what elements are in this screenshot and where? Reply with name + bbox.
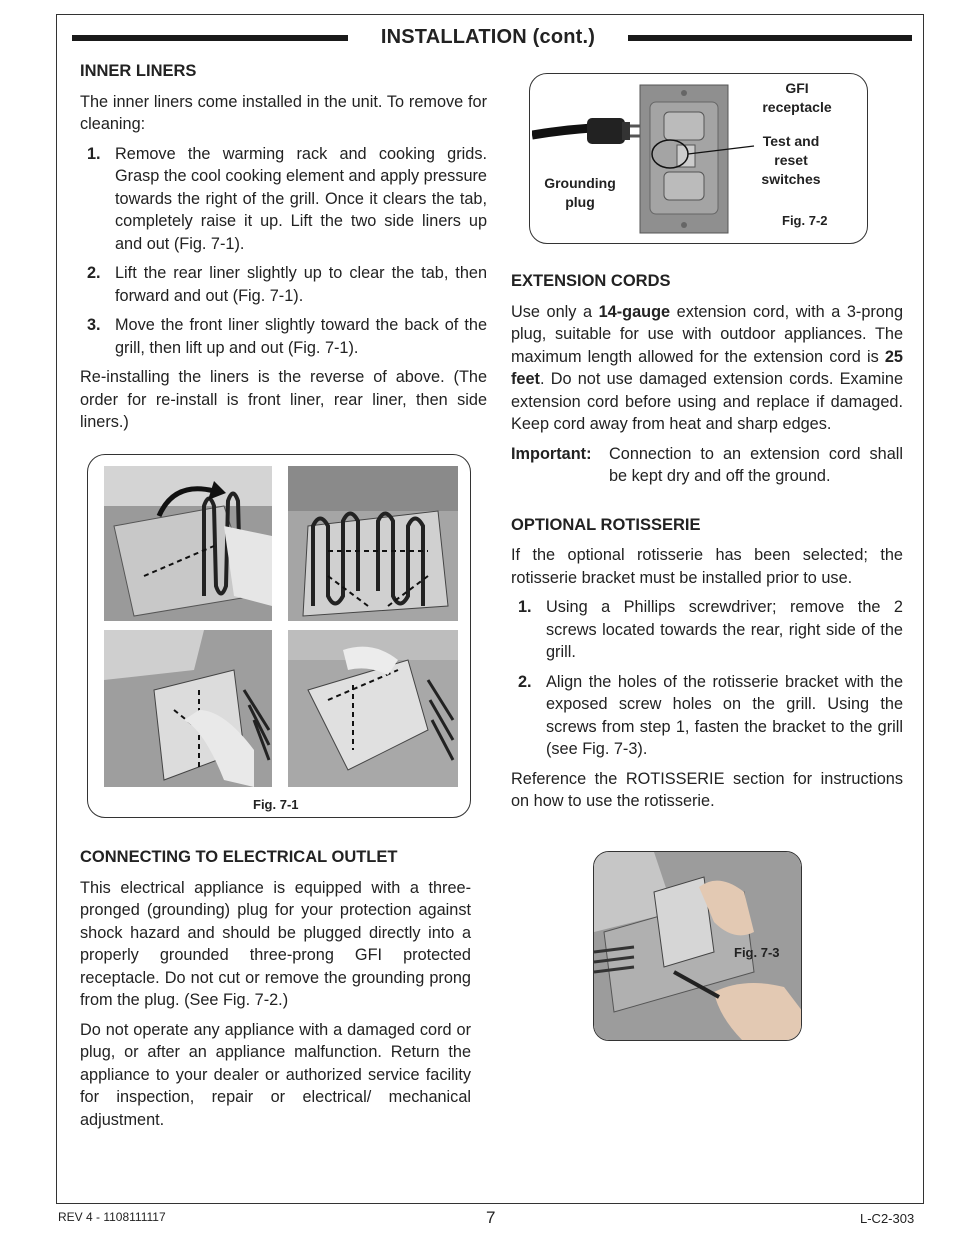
- rotisserie-heading: OPTIONAL ROTISSERIE: [511, 515, 701, 534]
- step-text: Using a Phillips screwdriver; remove the 2 screws located towards the rear, right side of the grill.: [546, 598, 903, 661]
- electrical-heading: CONNECTING TO ELECTRICAL OUTLET: [80, 848, 398, 866]
- step-text: Remove the warming rack and cooking grids. Grasp the cool cooking element and apply pressure towards the right of the grill. Once it clears the tab, completely raise it up. Lift the two side liners up and out (Fig. 7-1).: [115, 144, 487, 253]
- list-item: [80, 262, 487, 307]
- step-number: 3.: [87, 316, 101, 334]
- step-number: 2.: [87, 264, 101, 282]
- inner-liners-heading: INNER LINERS: [80, 62, 197, 80]
- page-title: INSTALLATION (cont.): [380, 26, 596, 48]
- header-rule-left: [72, 35, 348, 41]
- document-code: L-C2-303: [860, 1211, 915, 1226]
- fig-7-3-caption: Fig. 7-3: [734, 945, 780, 960]
- test-reset-label: Test and reset switches: [761, 133, 821, 187]
- step-number: 2.: [518, 672, 532, 691]
- fig-7-1-photo-4: [288, 630, 458, 787]
- test-reset-pointer: [686, 140, 756, 160]
- step-text: Align the holes of the rotisserie bracket with the exposed screw holes on the grill. Using the screws from step 1, fasten the bracket to the grill (see Fig. 7-3).: [546, 672, 903, 758]
- fig-7-1-photo-1: [104, 466, 272, 621]
- reinstall-note: Re-installing the liners is the reverse of above. (The order for re-install is front liner, rear liner, then side liners.): [80, 368, 487, 431]
- list-item: [511, 671, 903, 761]
- list-item: [511, 596, 903, 664]
- gfi-receptacle-label: GFI receptacle: [762, 80, 832, 115]
- extension-para: Use only a 14-gauge extension cord, with a 3-prong plug, suitable for use with outdoor appliances. The maximum length allowed for the extension cord is 25 feet. Do not use damaged extension cords. Examine extension cord before using and replace if damaged. Keep cord away from heat and sharp edges.: [511, 302, 903, 433]
- inner-liners-steps: [80, 143, 487, 360]
- extension-heading: EXTENSION CORDS: [511, 272, 671, 290]
- fig-7-1-caption: Fig. 7-1: [253, 797, 299, 812]
- electrical-section: [80, 846, 471, 1138]
- inner-liners-section: [80, 60, 487, 441]
- important-text: Connection to an extension cord shall be kept dry and off the ground.: [609, 444, 903, 485]
- list-item: [80, 314, 487, 359]
- fig-7-1-photo-2: [288, 466, 458, 621]
- fig-7-1-photo-3: [104, 630, 272, 787]
- rotisserie-steps: [511, 596, 903, 761]
- fig-7-2-caption: Fig. 7-2: [782, 213, 828, 228]
- step-text: Lift the rear liner slightly up to clear the tab, then forward and out (Fig. 7-1).: [115, 264, 487, 305]
- rotisserie-reference: Reference the ROTISSERIE section for instructions on how to use the rotisserie.: [511, 769, 903, 810]
- extension-section: [511, 270, 903, 820]
- header-rule-right: [628, 35, 912, 41]
- important-label: Important:: [511, 444, 592, 463]
- page-number: 7: [486, 1208, 496, 1227]
- rotisserie-intro: If the optional rotisserie has been selected; the rotisserie bracket must be installed prior to use.: [511, 546, 903, 587]
- step-number: 1.: [518, 598, 532, 616]
- inner-liners-intro: The inner liners come installed in the unit. To remove for cleaning:: [80, 92, 487, 133]
- important-note: [511, 443, 903, 488]
- grounding-plug-label: Grounding plug: [544, 175, 616, 210]
- step-number: 1.: [87, 144, 101, 163]
- step-text: Move the front liner slightly toward the back of the grill, then lift up and out (Fig. 7-1).: [115, 316, 487, 357]
- electrical-para-1: This electrical appliance is equipped with a three-pronged (grounding) plug for your protection against shock hazard and should be plugged directly into a properly grounded three-prong GFI protected receptacle. Do not cut or remove the grounding prong from the plug. (See Fig. 7-2.): [80, 878, 471, 1009]
- list-item: [80, 143, 487, 256]
- electrical-para-2: Do not operate any appliance with a damaged cord or plug, or after an appliance malfunction. Return the appliance to your dealer or authorized service facility for inspection, repair or electrical/ mechanical adjustment.: [80, 1020, 471, 1129]
- revision-code: REV 4 - 1108111117: [58, 1210, 166, 1224]
